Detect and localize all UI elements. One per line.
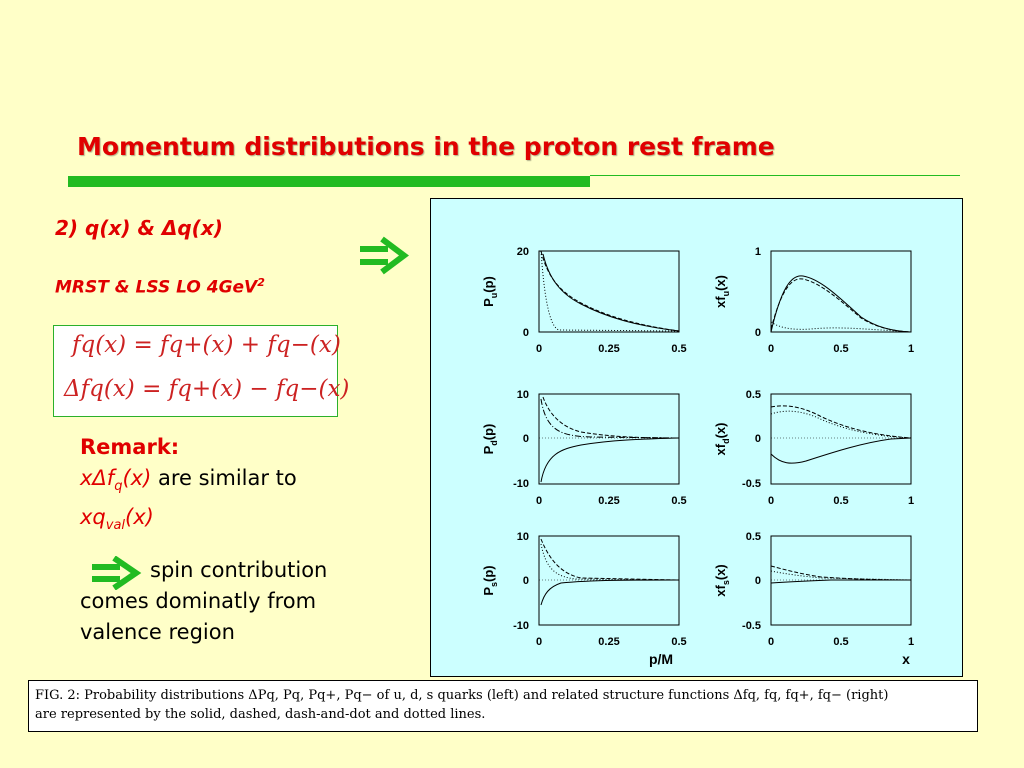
- x-tick-label: 1: [907, 495, 915, 507]
- distribution-curve: [541, 539, 679, 580]
- double-arrow-icon: [358, 236, 410, 276]
- distribution-curve: [541, 580, 679, 605]
- plot-frame: [771, 251, 911, 332]
- x-tick-label: 0: [767, 343, 775, 355]
- formula-difference: Δfq(x) = fq+(x) − fq−(x): [64, 376, 350, 402]
- distribution-curve: [771, 279, 911, 332]
- y-tick-label: 0: [754, 433, 761, 445]
- x-tick-label: 1: [907, 636, 915, 648]
- y-tick-label: 20: [516, 246, 529, 258]
- x-tick-label: 0: [535, 636, 543, 648]
- section-heading: 2) q(x) & Δq(x): [55, 216, 223, 240]
- remark-title: Remark:: [80, 435, 180, 459]
- y-tick-label: -10: [513, 478, 529, 490]
- figure-caption: FIG. 2: Probability distributions ΔPq, Pq, Pq+, Pq− of u, d, s quarks (left) and related structure functions Δfq, fq, fq+, fq− (right) are represented by the solid, dashed, dash-and-dot and dotted lines.: [28, 680, 978, 732]
- y-tick-label: 0: [522, 433, 529, 445]
- y-tick-label: 1: [754, 246, 761, 258]
- x-axis-label: p/M: [648, 651, 674, 667]
- distribution-curve: [771, 406, 911, 438]
- x-tick-label: 0.5: [833, 636, 849, 648]
- x-tick-label: 0.25: [598, 343, 620, 355]
- x-tick-label: 0.5: [671, 343, 687, 355]
- y-axis-label: $xf_u(x)$: [713, 275, 731, 308]
- distribution-curve: [541, 438, 679, 482]
- y-tick-label: -0.5: [742, 620, 761, 632]
- distribution-curve: [771, 566, 911, 580]
- remark-line1: xΔf$_q$(x) are similar to: [80, 466, 297, 495]
- y-tick-label: 10: [516, 389, 529, 401]
- x-tick-label: 0.5: [671, 495, 687, 507]
- x-tick-label: 0.5: [671, 636, 687, 648]
- x-tick-label: 0: [535, 495, 543, 507]
- distribution-curve: [541, 544, 679, 580]
- x-tick-label: 0: [767, 636, 775, 648]
- page-title: Momentum distributions in the proton rest frame: [77, 132, 775, 161]
- x-tick-label: 1: [907, 343, 915, 355]
- model-label: MRST & LSS LO 4GeV$^2$: [55, 276, 265, 298]
- y-tick-label: 0: [522, 327, 529, 339]
- title-underline-rule: [590, 175, 960, 176]
- distribution-curve: [541, 251, 679, 331]
- x-tick-label: 0: [767, 495, 775, 507]
- remark-block: [80, 432, 297, 541]
- x-axis-label: x: [902, 651, 910, 667]
- x-tick-label: 0.25: [598, 495, 620, 507]
- remark-line2: $xq_{val}(x)$: [80, 505, 154, 534]
- distribution-curve: [771, 571, 911, 580]
- distribution-curve: [543, 397, 679, 438]
- y-tick-label: -10: [513, 620, 529, 632]
- distribution-curve: [771, 580, 911, 583]
- y-tick-label: 0.5: [745, 531, 761, 543]
- y-axis-label: $xf_d(x)$: [713, 422, 731, 456]
- plot-frame: [539, 251, 679, 332]
- distribution-curve: [771, 438, 911, 463]
- y-axis-label: $P_s(p)$: [481, 565, 499, 596]
- y-axis-label: $P_u(p)$: [481, 276, 499, 307]
- formula-box: [53, 325, 350, 417]
- conclusion-text: spin contribution comes dominatly from valence region: [80, 558, 328, 644]
- x-tick-label: 0.25: [598, 636, 620, 648]
- figure-plots: [431, 199, 964, 678]
- distribution-curve: [771, 276, 911, 332]
- x-tick-label: 0.5: [833, 495, 849, 507]
- y-axis-label: $xf_s(x)$: [713, 564, 731, 597]
- y-tick-label: 0.5: [745, 389, 761, 401]
- x-tick-label: 0: [535, 343, 543, 355]
- distribution-curve: [541, 399, 679, 438]
- formula-sum: fq(x) = fq+(x) + fq−(x): [72, 332, 341, 358]
- y-axis-label: $P_d(p)$: [481, 423, 499, 455]
- y-tick-label: 0: [754, 575, 761, 587]
- x-tick-label: 0.5: [833, 343, 849, 355]
- distribution-curve: [543, 254, 679, 331]
- y-tick-label: -0.5: [742, 478, 761, 490]
- title-underline-bar: [68, 176, 590, 187]
- distribution-curve: [771, 322, 911, 332]
- y-tick-label: 10: [516, 531, 529, 543]
- y-tick-label: 0: [754, 327, 761, 339]
- y-tick-label: 0: [522, 575, 529, 587]
- distribution-curve: [541, 251, 679, 331]
- figure-panel: [430, 198, 963, 677]
